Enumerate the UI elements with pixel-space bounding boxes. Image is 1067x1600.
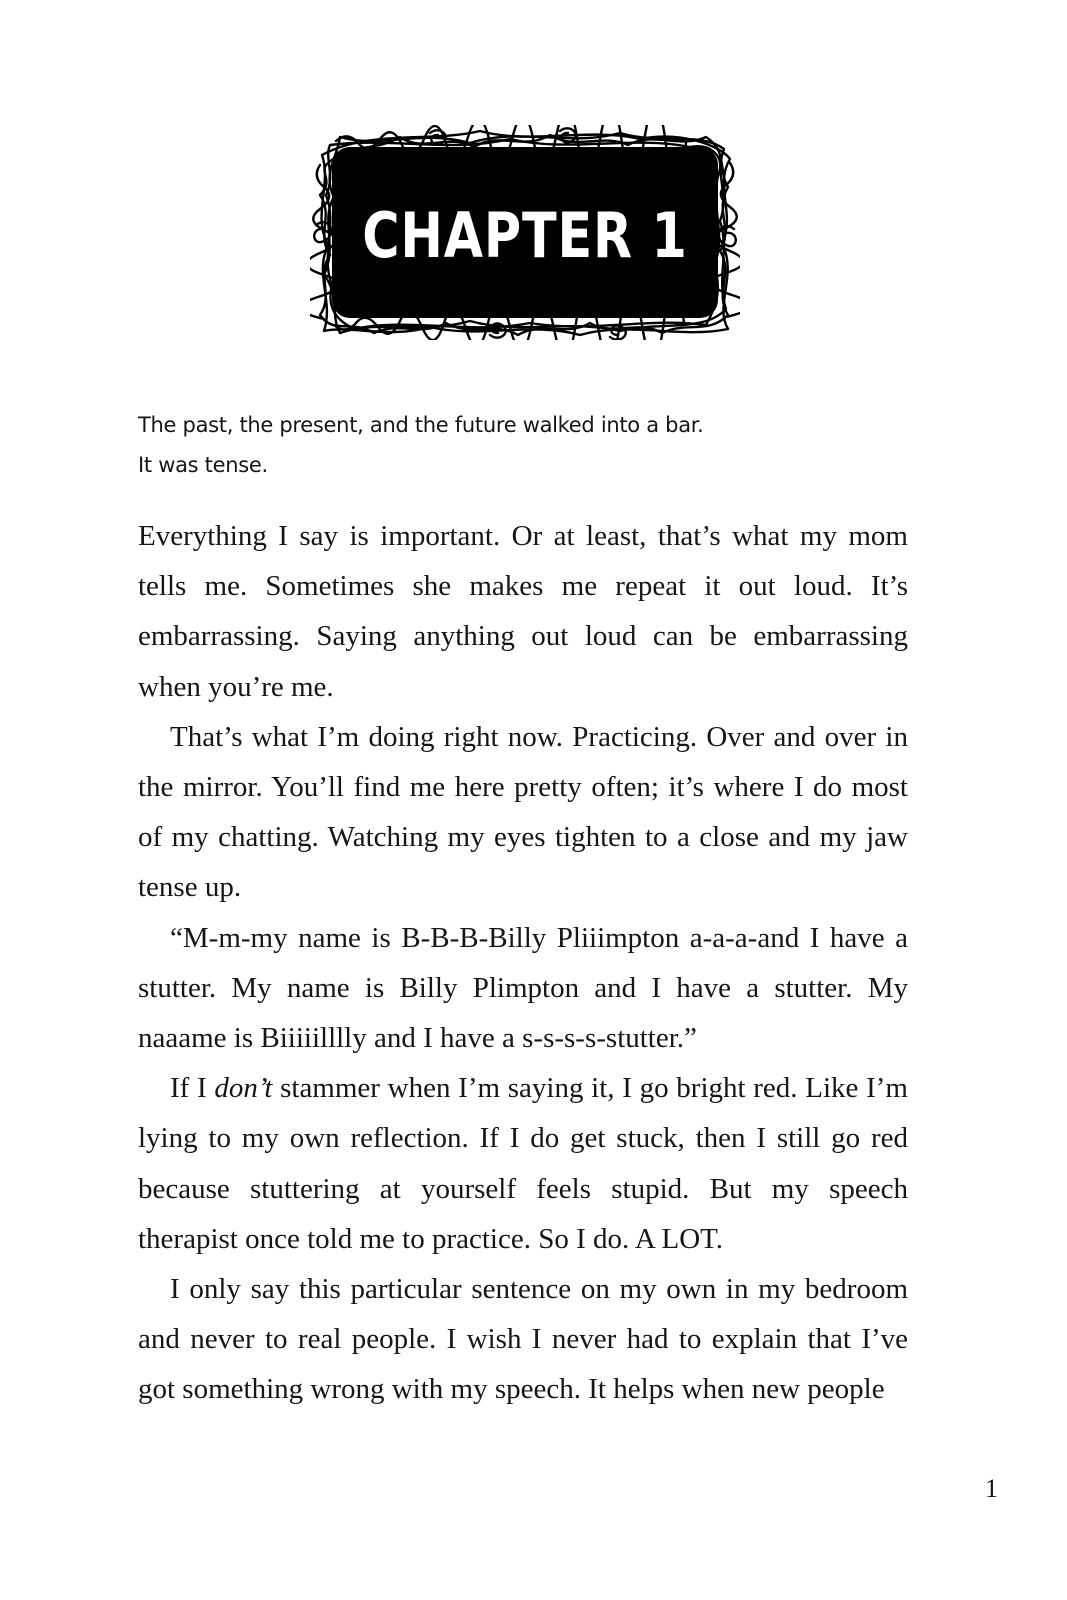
paragraph-4-emphasis: don’t [214, 1072, 273, 1105]
paragraph-3: “M-m-my name is B-B-B-Billy Pliiimpton a-a-a-and I have a stutter. My name is Billy Plimpton and I have a stutter. My naaame is Biiiiilllly and I have a s-s-s-s-stutter.” [138, 921, 908, 1055]
chapter-title: CHAPTER 1 [362, 199, 688, 272]
paragraph-4-start: If I [170, 1072, 215, 1105]
chapter-heading-badge [310, 125, 740, 340]
epigraph-joke [138, 405, 918, 485]
paragraph-4-rest: stammer when I’m saying it, I go bright red. Like I’m lying to my own reflection. If I do get stuck, then I still go red because stuttering at yourself feels stupid. But my speech therapist once told me to practice. So I do. A LOT. [138, 1072, 908, 1255]
chapter-body [138, 511, 908, 1415]
paragraph-1: Everything I say is important. Or at least, that’s what my mom tells me. Sometimes she makes me repeat it out loud. It’s embarrassing. Saying anything out loud can be embarrassing when you’re me. [138, 520, 908, 703]
paragraph-4 [138, 1063, 908, 1264]
paragraph-5: I only say this particular sentence on my own in my bedroom and never to real people. I wish I never had to explain that I’ve got something wrong with my speech. It helps when new people [138, 1273, 908, 1406]
joke-line-2: It was tense. [138, 453, 268, 477]
joke-line-1: The past, the present, and the future walked into a bar. [138, 413, 704, 437]
paragraph-2: That’s what I’m doing right now. Practicing. Over and over in the mirror. You’ll find me here pretty often; it’s where I do most of my chatting. Watching my eyes tighten to a close and my jaw tense up. [138, 720, 908, 904]
page-number: 1 [985, 1474, 998, 1503]
